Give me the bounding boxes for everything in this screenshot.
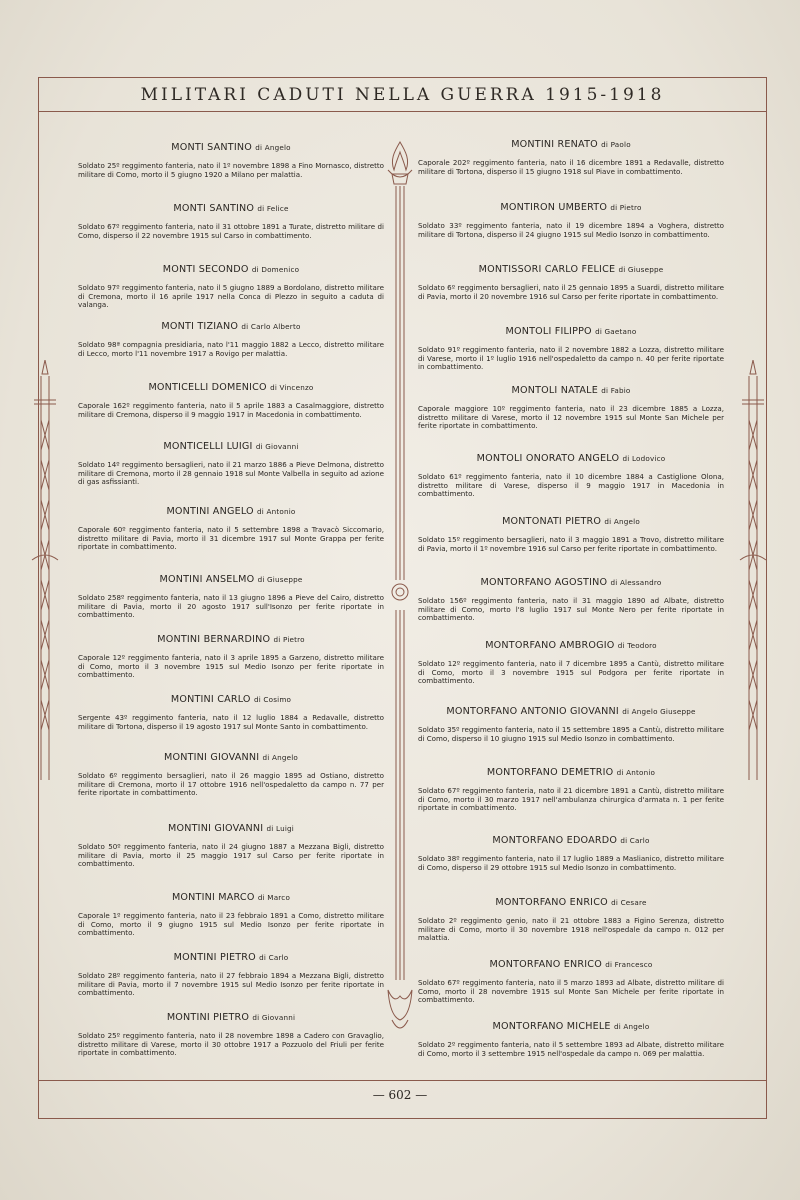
entry-name: MONTORFANO ENRICO di Francesco — [489, 959, 653, 970]
entry-name: MONTINI GIOVANNI di Luigi — [168, 823, 294, 834]
entry-description: Soldato 35º reggimento fanteria, nato il 15 settembre 1895 a Cantù, distretto militare di Como, disperso il 10 giugno 1915 sul Medio Isonzo in combattimento. — [418, 725, 724, 743]
entry-name: MONTINI MARCO di Marco — [171, 892, 291, 903]
entry-description: Soldato 28º reggimento fanteria, nato il 27 febbraio 1894 a Mezzana Bigli, distretto militare di Pavia, morto il 7 novembre 1915 sul Medio Isonzo per ferite riportate in combattimento. — [78, 971, 384, 997]
entry-description: Soldato 2º reggimento genio, nato il 21 ottobre 1883 a Figino Serenza, distretto militare di Como, morto il 30 novembre 1918 nell'ospedale da campo n. 012 per malattia. — [418, 916, 724, 942]
entry-name: MONTORFANO ENRICO di Cesare — [495, 897, 647, 908]
entry-description: Caporale 12º reggimento fanteria, nato il 3 aprile 1895 a Garzeno, distretto militare di Como, morto il 3 novembre 1915 sul Medio Isonzo per ferite riportate in combattimento. — [78, 653, 384, 679]
entry-description: Soldato 6º reggimento bersaglieri, nato il 25 gennaio 1895 a Suardi, distretto militare di Pavia, morto il 20 novembre 1916 sul Carso per ferite riportate in combattimento. — [418, 283, 724, 301]
list-item — [418, 1021, 724, 1058]
entry-name: MONTI SANTINO di Angelo — [171, 142, 291, 153]
fasces-ornament-right-icon — [738, 360, 768, 780]
entry-name: MONTINI ANGELO di Antonio — [166, 506, 296, 517]
list-item — [78, 952, 384, 998]
entry-name: MONTINI PIETRO di Carlo — [173, 952, 289, 963]
list-item — [78, 142, 384, 179]
list-item — [418, 139, 724, 176]
entry-description: Soldato 14º reggimento bersaglieri, nato il 21 marzo 1886 a Pieve Delmona, distretto militare di Cremona, morto il 28 gennaio 1918 sul Monte Valbella in seguito ad azione di gas asfissianti. — [78, 460, 384, 486]
torch-ornament-icon — [384, 140, 416, 1040]
list-item — [78, 506, 384, 552]
entry-name: MONTISSORI CARLO FELICE di Giuseppe — [478, 264, 664, 275]
list-item — [78, 321, 384, 358]
entry-name: MONTINI ANSELMO di Giuseppe — [159, 574, 303, 585]
entry-description: Soldato 61º reggimento fanteria, nato il 10 dicembre 1884 a Castiglione Olona, distretto militare di Varese, disperso il 9 maggio 1917 in Macedonia in combattimento. — [418, 472, 724, 498]
entry-description: Soldato 12º reggimento fanteria, nato il 7 dicembre 1895 a Cantù, distretto militare di Como, morto il 3 novembre 1915 sul Podgora per ferite riportate in combattimento. — [418, 659, 724, 685]
entry-description: Soldato 67º reggimento fanteria, nato il 21 dicembre 1891 a Cantù, distretto militare di Como, morto il 30 marzo 1917 nell'ambulanza chirurgica d'armata n. 1 per ferite riportate in combattimento. — [418, 786, 724, 812]
list-item — [78, 441, 384, 487]
entry-name: MONTI TIZIANO di Carlo Alberto — [161, 321, 301, 332]
entry-description: Caporale 1º reggimento fanteria, nato il 23 febbraio 1891 a Como, distretto militare di Como, morto il 9 giugno 1915 sul Medio Isonzo per ferite riportate in combattimento. — [78, 911, 384, 937]
page-title: MILITARI CADUTI NELLA GUERRA 1915-1918 — [140, 85, 665, 105]
entry-description: Soldato 2º reggimento fanteria, nato il 5 settembre 1893 ad Albate, distretto militare di Como, morto il 3 settembre 1915 nell'ospedale da campo n. 069 per malattia. — [418, 1040, 724, 1058]
list-item — [78, 574, 384, 620]
entry-description: Soldato 15º reggimento bersaglieri, nato il 3 maggio 1891 a Trovo, distretto militare di Pavia, morto il 1º novembre 1916 sul Carso per ferite riportate in combattimento. — [418, 535, 724, 553]
entry-name: MONTICELLI DOMENICO di Vincenzo — [148, 382, 314, 393]
list-item — [78, 1012, 384, 1058]
entry-name: MONTOLI NATALE di Fabio — [511, 385, 631, 396]
list-item — [418, 640, 724, 686]
entry-name: MONTORFANO MICHELE di Angelo — [492, 1021, 650, 1032]
entry-name: MONTICELLI LUIGI di Giovanni — [163, 441, 299, 452]
entry-name: MONTINI RENATO di Paolo — [511, 139, 631, 150]
list-item — [78, 382, 384, 419]
list-item — [418, 516, 724, 553]
fasces-ornament-left-icon — [30, 360, 60, 780]
list-item — [418, 326, 724, 372]
entry-name: MONTORFANO DEMETRIO di Antonio — [486, 767, 656, 778]
list-item — [418, 385, 724, 431]
header-rule — [38, 111, 767, 112]
entry-description: Soldato 97º reggimento fanteria, nato il 5 giugno 1889 a Bordolano, distretto militare di Cremona, morto il 16 aprile 1917 nella Conca di Plezzo in seguito a caduta di valanga. — [78, 283, 384, 309]
entry-description: Sergente 43º reggimento fanteria, nato il 12 luglio 1884 a Redavalle, distretto militare di Tortona, disperso il 19 agosto 1917 sul Monte Santo in combattimento. — [78, 713, 384, 731]
list-item — [78, 694, 384, 731]
list-item — [418, 835, 724, 872]
list-item — [78, 892, 384, 938]
entry-name: MONTORFANO AGOSTINO di Alessandro — [480, 577, 662, 588]
entry-description: Caporale maggiore 10º reggimento fanteria, nato il 23 dicembre 1885 a Lozza, distretto militare di Varese, morto il 12 novembre 1915 sul Monte San Michele per ferite riportate in combattimento. — [418, 404, 724, 430]
entry-description: Caporale 162º reggimento fanteria, nato il 5 aprile 1883 a Casalmaggiore, distretto militare di Cremona, disperso il 9 maggio 1917 in Macedonia in combattimento. — [78, 401, 384, 419]
entry-name: MONTIRON UMBERTO di Pietro — [500, 202, 642, 213]
entry-name: MONTINI CARLO di Cosimo — [170, 694, 292, 705]
entry-description: Soldato 91º reggimento fanteria, nato il 2 novembre 1882 a Lozza, distretto militare di Varese, morto il 1º luglio 1916 nell'ospedaletto da campo n. 40 per ferite riportate in combattimento. — [418, 345, 724, 371]
list-item — [418, 767, 724, 813]
entry-description: Soldato 38º reggimento fanteria, nato il 17 luglio 1889 a Maslianico, distretto militare di Como, disperso il 29 ottobre 1915 sul Medio Isonzo in combattimento. — [418, 854, 724, 872]
entry-description: Soldato 50º reggimento fanteria, nato il 24 giugno 1887 a Mezzana Bigli, distretto militare di Pavia, morto il 25 maggio 1917 sul Carso per ferite riportate in combattimento. — [78, 842, 384, 868]
entry-name: MONTOLI ONORATO ANGELO di Lodovico — [476, 453, 666, 464]
list-item — [418, 202, 724, 239]
list-item — [418, 959, 724, 1005]
list-item — [418, 897, 724, 943]
list-item — [418, 453, 724, 499]
entry-name: MONTI SECONDO di Domenico — [162, 264, 300, 275]
list-item — [418, 577, 724, 623]
entry-description: Soldato 67º reggimento fanteria, nato il 5 marzo 1893 ad Albate, distretto militare di Como, morto il 28 novembre 1915 sul Monte San Michele per ferite riportate in combattimento. — [418, 978, 724, 1004]
list-item — [418, 264, 724, 301]
entry-name: MONTORFANO AMBROGIO di Teodoro — [485, 640, 657, 651]
entry-name: MONTINI BERNARDINO di Pietro — [157, 634, 305, 645]
entry-description: Caporale 60º reggimento fanteria, nato il 5 settembre 1898 a Travacò Siccomario, distretto militare di Pavia, morto il 31 dicembre 1917 sul Monte Grappa per ferite riportate in combattimento. — [78, 525, 384, 551]
entry-name: MONTI SANTINO di Felice — [173, 203, 289, 214]
entry-name: MONTINI PIETRO di Giovanni — [166, 1012, 296, 1023]
page-number: — 602 — — [372, 1088, 428, 1102]
footer-rule — [38, 1080, 767, 1081]
list-item — [78, 752, 384, 798]
entry-description: Soldato 25º reggimento fanteria, nato il 28 novembre 1898 a Cadero con Gravaglio, distretto militare di Varese, morto il 30 ottobre 1917 a Pozzuolo del Friuli per ferite riportate in combattimento. — [78, 1031, 384, 1057]
entry-description: Soldato 258º reggimento fanteria, nato il 13 giugno 1896 a Pieve del Cairo, distretto militare di Pavia, morto il 20 agosto 1917 sull'Isonzo per ferite riportate in combattimento. — [78, 593, 384, 619]
entry-name: MONTONATI PIETRO di Angelo — [502, 516, 640, 527]
entry-description: Soldato 25º reggimento fanteria, nato il 1º novembre 1898 a Fino Mornasco, distretto militare di Como, morto il 5 giugno 1920 a Milano per malattia. — [78, 161, 384, 179]
entry-name: MONTINI GIOVANNI di Angelo — [163, 752, 299, 763]
entry-name: MONTORFANO EDOARDO di Carlo — [492, 835, 650, 846]
list-item — [78, 203, 384, 240]
entry-description: Soldato 98ª compagnia presidiaria, nato l'11 maggio 1882 a Lecco, distretto militare di Lecco, morto l'11 novembre 1917 a Rovigo per malattia. — [78, 340, 384, 358]
entry-description: Soldato 33º reggimento fanteria, nato il 19 dicembre 1894 a Voghera, distretto militare di Tortona, disperso il 24 giugno 1915 sul Medio Isonzo in combattimento. — [418, 221, 724, 239]
list-item — [418, 706, 724, 743]
list-item — [78, 634, 384, 680]
entry-name: MONTORFANO ANTONIO GIOVANNI di Angelo Giuseppe — [446, 706, 696, 717]
entry-name: MONTOLI FILIPPO di Gaetano — [505, 326, 637, 337]
entry-description: Soldato 6º reggimento bersaglieri, nato il 26 maggio 1895 ad Ostiano, distretto militare di Cremona, morto il 17 ottobre 1916 nell'ospedaletto da campo n. 77 per ferite riportate in combattimento. — [78, 771, 384, 797]
list-item — [78, 264, 384, 310]
entry-description: Soldato 156º reggimento fanteria, nato il 31 maggio 1890 ad Albate, distretto militare di Como, morto l'8 luglio 1917 sul Monte Nero per ferite riportate in combattimento. — [418, 596, 724, 622]
entry-description: Caporale 202º reggimento fanteria, nato il 16 dicembre 1891 a Redavalle, distretto militare di Tortona, disperso il 15 giugno 1918 sul Piave in combattimento. — [418, 158, 724, 176]
entry-description: Soldato 67º reggimento fanteria, nato il 31 ottobre 1891 a Turate, distretto militare di Como, disperso il 22 novembre 1915 sul Carso in combattimento. — [78, 222, 384, 240]
list-item — [78, 823, 384, 869]
